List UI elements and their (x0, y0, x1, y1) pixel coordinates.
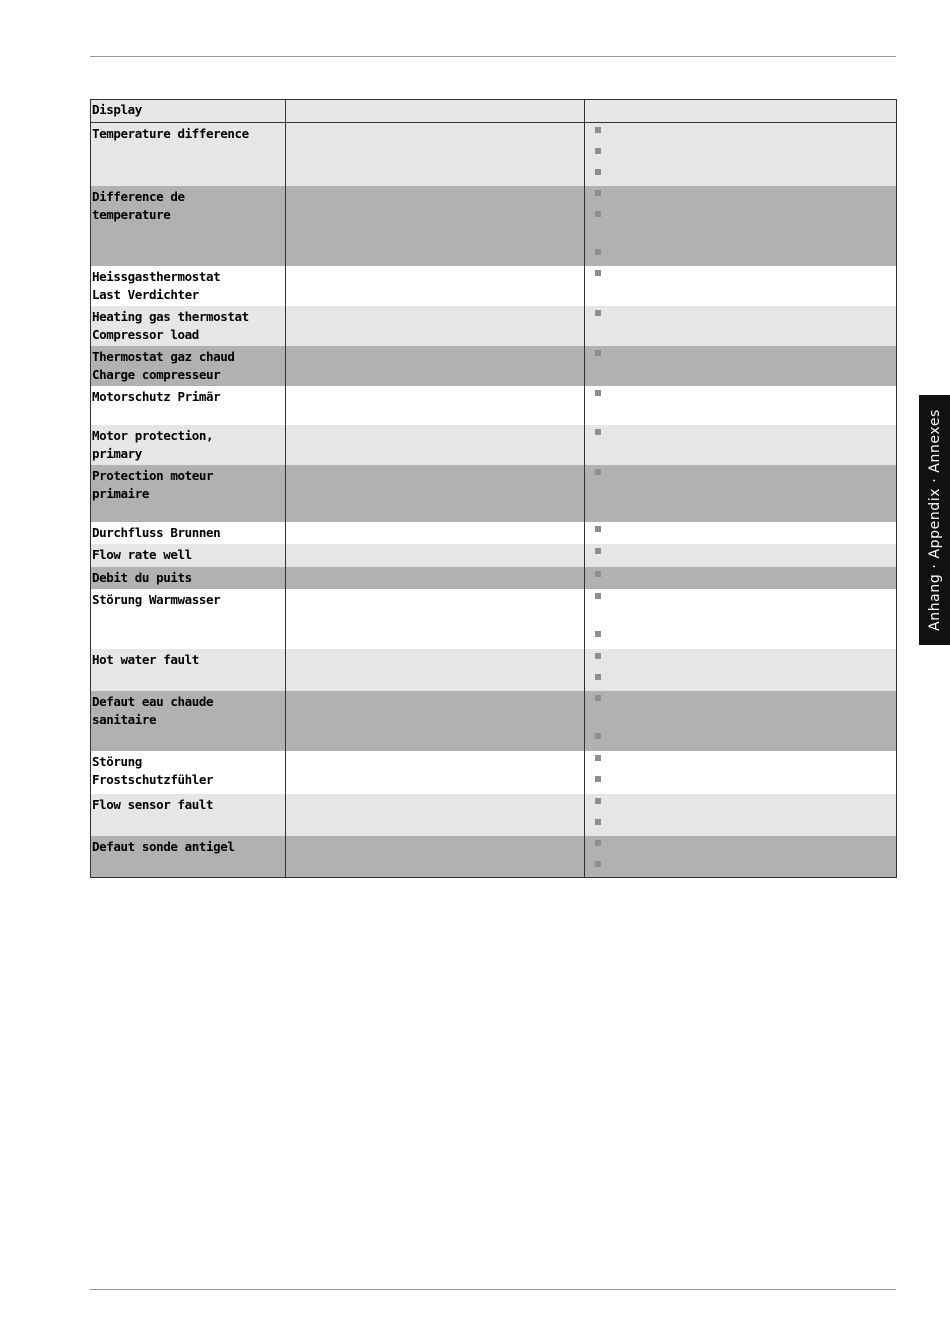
display-message-line: Charge compresseur (92, 366, 221, 382)
square-bullet-icon (595, 190, 601, 196)
square-bullet-icon (595, 593, 601, 599)
display-message-cell (91, 123, 286, 186)
description-cell (286, 751, 585, 794)
remedy-cell (585, 544, 897, 567)
square-bullet-icon (595, 819, 601, 825)
table-row (91, 266, 897, 306)
display-message-line: Durchfluss Brunnen (92, 524, 221, 540)
square-bullet-icon (595, 653, 601, 659)
display-message-cell (91, 186, 286, 266)
display-message-cell (91, 589, 286, 649)
display-message-cell (91, 649, 286, 691)
table-header-row (91, 100, 897, 123)
square-bullet-icon (595, 571, 601, 577)
description-cell (286, 836, 585, 878)
square-bullet-icon (595, 350, 601, 356)
remedy-cell (585, 465, 897, 522)
header-column-3 (585, 100, 897, 123)
remedy-cell (585, 522, 897, 544)
display-message-cell (91, 691, 286, 751)
table-row (91, 522, 897, 544)
display-message-cell (91, 836, 286, 878)
display-message-cell (91, 544, 286, 567)
description-cell (286, 691, 585, 751)
description-cell (286, 465, 585, 522)
square-bullet-icon (595, 674, 601, 680)
display-message-cell (91, 346, 286, 386)
square-bullet-icon (595, 861, 601, 867)
square-bullet-icon (595, 127, 601, 133)
display-message-line: Debit du puits (92, 569, 192, 585)
square-bullet-icon (595, 249, 601, 255)
display-message-line: Motorschutz Primär (92, 388, 221, 404)
table-row (91, 544, 897, 567)
square-bullet-icon (595, 548, 601, 554)
square-bullet-icon (595, 733, 601, 739)
square-bullet-icon (595, 695, 601, 701)
table-row (91, 794, 897, 836)
display-message-cell (91, 266, 286, 306)
description-cell (286, 386, 585, 425)
display-message-cell (91, 522, 286, 544)
description-cell (286, 306, 585, 346)
remedy-cell (585, 123, 897, 186)
header-display: Display (91, 100, 286, 123)
display-message-line: Temperature difference (92, 126, 249, 141)
description-cell (286, 266, 585, 306)
description-cell (286, 186, 585, 266)
table-row (91, 649, 897, 691)
description-cell (286, 589, 585, 649)
display-message-line: Defaut eau chaude (92, 693, 214, 709)
side-tab-label: Anhang · Appendix · Annexes (926, 409, 943, 631)
table-row (91, 567, 897, 589)
table-row (91, 691, 897, 751)
square-bullet-icon (595, 798, 601, 804)
display-message-line: Störung (92, 753, 142, 769)
header-rule (90, 56, 896, 57)
display-message-line: Heating gas thermostat (92, 308, 249, 324)
remedy-cell (585, 836, 897, 878)
remedy-cell (585, 425, 897, 465)
remedy-cell (585, 751, 897, 794)
display-message-cell (91, 465, 286, 522)
header-column-2 (286, 100, 585, 123)
display-message-line: Compressor load (92, 326, 199, 342)
description-cell (286, 522, 585, 544)
display-message-line: sanitaire (92, 711, 157, 727)
square-bullet-icon (595, 310, 601, 316)
description-cell (286, 649, 585, 691)
square-bullet-icon (595, 270, 601, 276)
display-message-line: temperature (92, 206, 171, 222)
display-message-line: Last Verdichter (92, 286, 199, 302)
display-message-line: Flow rate well (92, 546, 192, 562)
display-message-cell (91, 306, 286, 346)
square-bullet-icon (595, 429, 601, 435)
display-message-line: Heissgasthermostat (92, 268, 221, 284)
table-row (91, 425, 897, 465)
display-message-line: Flow sensor fault (92, 796, 214, 812)
display-table (90, 99, 897, 878)
display-message-line: Protection moteur (92, 467, 214, 483)
description-cell (286, 425, 585, 465)
display-message-line: Difference de (92, 188, 185, 204)
table-row (91, 186, 897, 266)
side-section-tab (919, 395, 950, 645)
display-message-line: Motor protection, (92, 427, 214, 443)
square-bullet-icon (595, 211, 601, 217)
display-message-line: Hot water fault (92, 651, 199, 667)
table-row (91, 386, 897, 425)
display-message-cell (91, 751, 286, 794)
square-bullet-icon (595, 840, 601, 846)
square-bullet-icon (595, 469, 601, 475)
description-cell (286, 567, 585, 589)
remedy-cell (585, 794, 897, 836)
display-message-line: Thermostat gaz chaud (92, 348, 235, 364)
table-row (91, 346, 897, 386)
remedy-cell (585, 266, 897, 306)
description-cell (286, 544, 585, 567)
display-message-line: primaire (92, 485, 150, 501)
square-bullet-icon (595, 776, 601, 782)
display-message-cell (91, 794, 286, 836)
remedy-cell (585, 649, 897, 691)
display-message-cell (91, 567, 286, 589)
description-cell (286, 123, 585, 186)
description-cell (286, 794, 585, 836)
square-bullet-icon (595, 755, 601, 761)
table-row (91, 751, 897, 794)
table-row (91, 836, 897, 878)
square-bullet-icon (595, 526, 601, 532)
remedy-cell (585, 567, 897, 589)
remedy-cell (585, 691, 897, 751)
remedy-cell (585, 589, 897, 649)
display-message-line: Frostschutzfühler (92, 771, 214, 787)
remedy-cell (585, 346, 897, 386)
table-row (91, 306, 897, 346)
remedy-cell (585, 306, 897, 346)
footer-rule (90, 1289, 896, 1290)
square-bullet-icon (595, 169, 601, 175)
remedy-cell (585, 386, 897, 425)
table-row (91, 123, 897, 186)
display-message-line: primary (92, 445, 142, 461)
square-bullet-icon (595, 390, 601, 396)
display-message-line: Defaut sonde antigel (92, 838, 235, 854)
table-row (91, 465, 897, 522)
square-bullet-icon (595, 148, 601, 154)
table-row (91, 589, 897, 649)
description-cell (286, 346, 585, 386)
display-message-cell (91, 425, 286, 465)
display-message-line: Störung Warmwasser (92, 591, 221, 607)
remedy-cell (585, 186, 897, 266)
display-message-cell (91, 386, 286, 425)
square-bullet-icon (595, 631, 601, 637)
